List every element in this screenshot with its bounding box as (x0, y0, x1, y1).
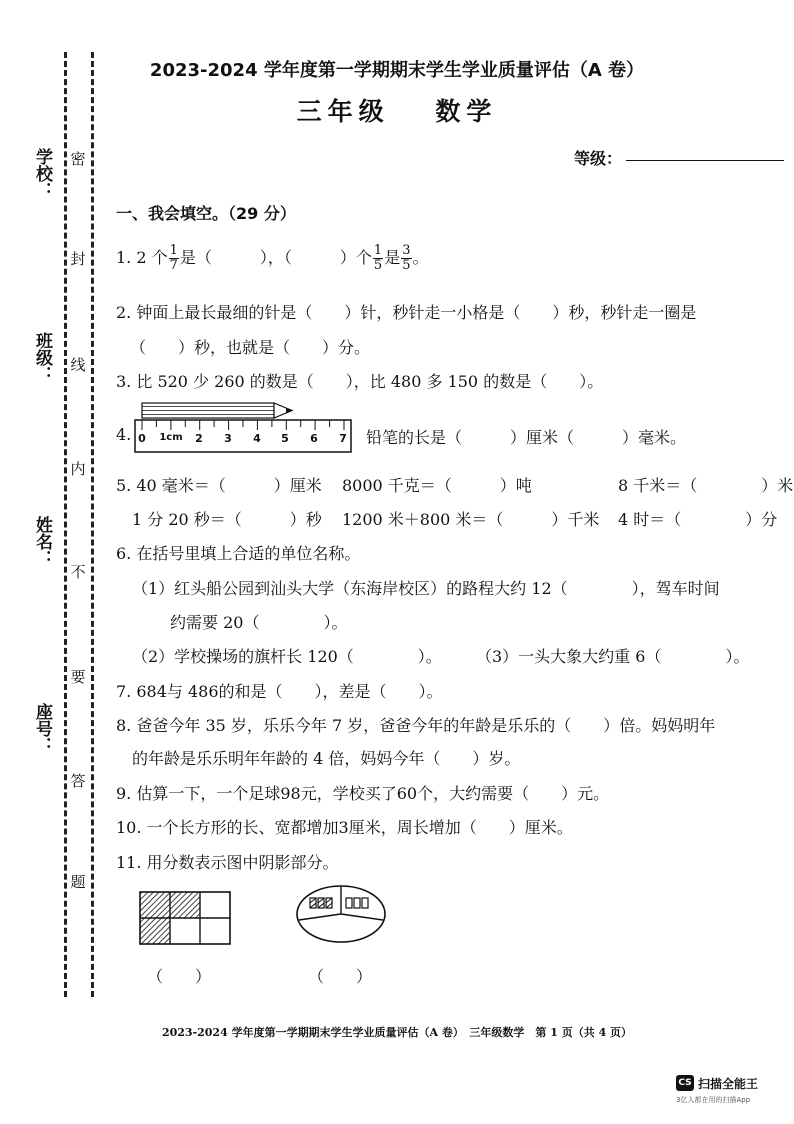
fraction-numerator: 1 (373, 243, 383, 258)
binding-line-right (91, 52, 94, 997)
question-6-2: （2）学校操场的旗杆长 120（ ）。 (132, 647, 442, 666)
q5-item: 1200 米＋800 米＝（ ）千米 (342, 510, 600, 529)
seal-char: 不 (70, 563, 86, 581)
fraction-one-seventh (169, 244, 179, 273)
fraction-numerator: 1 (169, 243, 178, 258)
fraction-three-fifths (401, 244, 411, 273)
question-9: 9. 估算一下，一个足球98元，学校买了60个，大约需要（ ）元。 (116, 784, 610, 803)
question-8-line-1: 8. 爸爸今年 35 岁，乐乐今年 7 岁，爸爸今年的年龄是乐乐的（ ）倍。妈妈明年 (116, 716, 716, 735)
fraction-one-fifth (373, 244, 383, 273)
question-6-3: （3）一头大象大约重 6（ ）。 (476, 647, 750, 666)
q5-item: 4 时＝（ ）分 (618, 510, 778, 529)
section-heading: 一、我会填空。（29 分） (116, 204, 296, 223)
ruler-label-4: 4 (253, 432, 261, 445)
question-6: 6. 在括号里填上合适的单位名称。 (116, 544, 361, 563)
name-label-text: 姓名： (32, 516, 52, 567)
exam-subtitle: 三年级 数学 (296, 97, 498, 126)
question-11: 11. 用分数表示图中阴影部分。 (116, 853, 339, 872)
seal-char: 密 (70, 150, 86, 168)
seal-char: 封 (70, 250, 86, 268)
shaded-grid-figure (138, 890, 232, 946)
q1-text-c: 是 (384, 248, 401, 267)
q1-text-b: 是（ ），（ ）个 (179, 248, 372, 267)
camscanner-tagline: 3亿人都在用的扫描App (676, 1096, 751, 1104)
shaded-ellipse-figure (294, 882, 388, 946)
question-8-line-2: 的年龄是乐乐明年年龄的 4 倍，妈妈今年（ ）岁。 (132, 749, 521, 768)
seat-label-text: 座号： (32, 703, 52, 754)
page-footer: 2023-2024 学年度第一学期期末学生学业质量评估（A 卷） 三年级数学 第 1 页（共 4 页） (161, 1026, 633, 1039)
q11-answer-blank[interactable]: （ ） (308, 967, 373, 986)
ruler-label-0: 0 (138, 432, 146, 445)
seal-char: 答 (70, 772, 86, 790)
q5-item: 5. 40 毫米＝（ ）厘米 (116, 476, 322, 495)
q1-text-a: 1. 2 个 (116, 248, 168, 267)
ruler-label-1: 1cm (159, 432, 183, 443)
question-6-1-line-2: 约需要 20（ ）。 (170, 613, 348, 632)
fraction-denominator: 5 (402, 258, 411, 273)
q5-item: 8 千米＝（ ）米 (618, 476, 794, 495)
camscanner-logo-icon: CS (676, 1075, 694, 1091)
fraction-denominator: 7 (169, 258, 178, 273)
class-label-text: 班级： (32, 332, 52, 383)
q5-item: 1 分 20 秒＝（ ）秒 (132, 510, 322, 529)
ruler-label-7: 7 (339, 432, 347, 445)
ruler-pencil-figure (132, 400, 358, 454)
exam-title: 2023-2024 学年度第一学期期末学生学业质量评估（A 卷） (149, 60, 645, 81)
question-1 (116, 244, 429, 273)
question-4-text: 铅笔的长是（ ）厘米（ ）毫米。 (366, 428, 687, 447)
ruler-label-6: 6 (310, 432, 318, 445)
binding-line-left (64, 52, 67, 997)
question-2-line-2: （ ）秒，也就是（ ）分。 (130, 338, 371, 357)
seal-char: 内 (70, 460, 86, 478)
class-label (32, 332, 52, 383)
q1-text-d: 。 (412, 248, 429, 267)
question-6-1-line-1: （1）红头船公园到汕头大学（东海岸校区）的路程大约 12（ ），驾车时间 (132, 579, 720, 598)
seal-char: 线 (70, 356, 86, 374)
school-label-text: 学校： (32, 148, 52, 199)
ruler-label-2: 2 (195, 432, 203, 445)
ruler-label-5: 5 (281, 432, 289, 445)
name-label (32, 516, 52, 567)
q5-item: 8000 千克＝（ ）吨 (342, 476, 532, 495)
seal-char: 题 (70, 873, 86, 891)
q11-answer-blank[interactable]: （ ） (147, 967, 212, 986)
seal-char: 要 (70, 668, 86, 686)
fraction-denominator: 5 (373, 258, 383, 273)
question-4-number: 4. (116, 425, 132, 444)
grade-label (574, 146, 622, 169)
question-7: 7. 684与 486的和是（ ），差是（ ）。 (116, 682, 443, 701)
question-3: 3. 比 520 少 260 的数是（ ），比 480 多 150 的数是（ ）。 (116, 372, 604, 391)
seat-label (32, 703, 52, 754)
question-10: 10. 一个长方形的长、宽都增加3厘米，周长增加（ ）厘米。 (116, 818, 573, 837)
school-label (32, 148, 52, 199)
grade-blank[interactable] (626, 160, 784, 161)
grade-label-text: 等级： (574, 149, 623, 168)
fraction-numerator: 3 (402, 243, 411, 258)
question-2-line-1: 2. 钟面上最长最细的针是（ ）针，秒针走一小格是（ ）秒，秒针走一圈是 (116, 303, 697, 322)
ruler-label-3: 3 (224, 432, 232, 445)
camscanner-name: 扫描全能王 (698, 1077, 759, 1091)
